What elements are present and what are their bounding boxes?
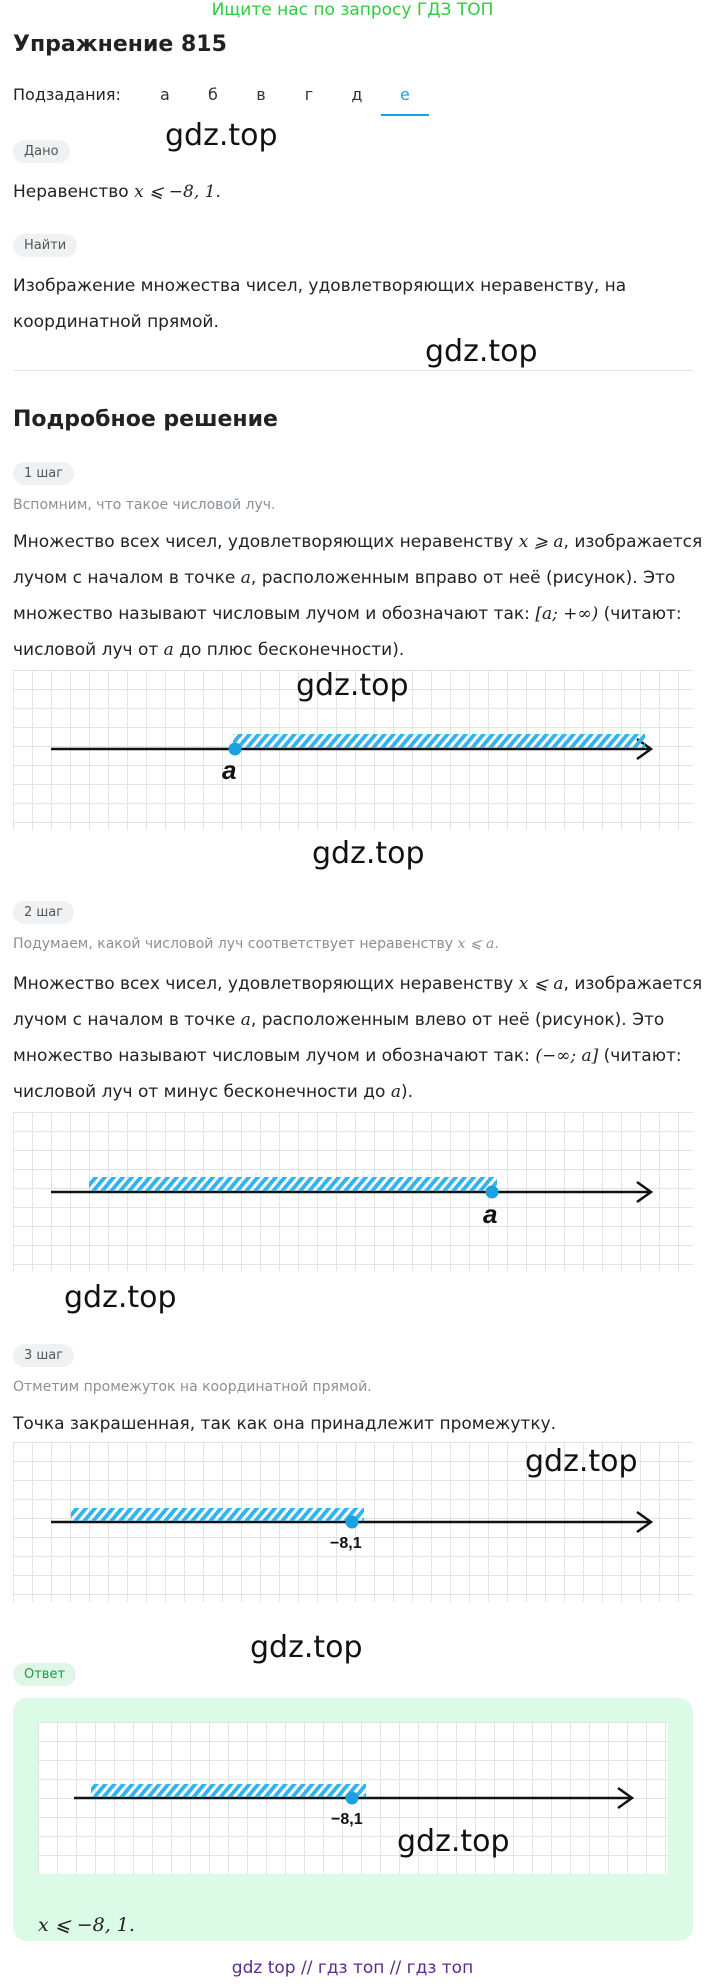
text-span: множество называют числовым лучом и обозначают так: (13, 1046, 530, 1066)
given-label: Неравенство (13, 182, 129, 202)
hatched-region (89, 1177, 497, 1191)
point-minus-8-1 (346, 1792, 359, 1805)
text-span: до плюс бесконечности). (179, 640, 405, 660)
watermark: gdz.top (525, 1444, 638, 1479)
watermark: gdz.top (425, 334, 538, 369)
text-span: лучом с началом в точке (13, 568, 236, 588)
step-1-line-4 (13, 632, 404, 668)
answer-math: x ⩽ −8, 1. (38, 1914, 135, 1936)
text-span: Множество всех чисел, удовлетворяющих неравенству (13, 974, 514, 994)
hatched-region (71, 1508, 364, 1521)
text-span: (читают: (603, 604, 682, 624)
watermark: gdz.top (296, 668, 409, 703)
step-1-line-3 (13, 596, 682, 632)
watermark: gdz.top (397, 1824, 510, 1859)
point-a (486, 1186, 499, 1199)
given-text (13, 174, 221, 210)
text-span: , расположенным вправо от неё (рисунок). Это (250, 568, 676, 588)
step-2-line-2 (13, 1002, 664, 1038)
step-1-badge: 1 шаг (13, 462, 74, 485)
number-line-ray-left (13, 1112, 693, 1272)
math-span: (−∞; a] (535, 1046, 599, 1066)
subtask-tab-e[interactable]: е (381, 82, 429, 116)
text-span: Подумаем, какой числовой луч соответствует неравенству (13, 936, 454, 952)
find-line-1: Изображение множества чисел, удовлетворяющих неравенству, на (13, 276, 627, 296)
step-3-badge: 3 шаг (13, 1344, 74, 1367)
math-span: x ⩾ a (518, 532, 564, 552)
text-span: ). (400, 1082, 413, 1102)
step-2-line-4 (13, 1074, 413, 1110)
text-span: (читают: (603, 1046, 682, 1066)
step-1-line-2 (13, 560, 675, 596)
text-span: множество называют числовым лучом и обозначают так: (13, 604, 530, 624)
watermark: gdz.top (165, 118, 278, 153)
find-line-2: координатной прямой. (13, 312, 219, 332)
step-3-text: Точка закрашенная, так как она принадлежит промежутку. (13, 1414, 557, 1434)
math-span: a (240, 1010, 251, 1030)
watermark: gdz.top (250, 1630, 363, 1665)
math-span: a (163, 640, 174, 660)
text-span: , изображается (563, 974, 703, 994)
step-3-hint: Отметим промежуток на координатной прямой. (13, 1379, 372, 1395)
subtask-tab-a[interactable]: а (160, 85, 170, 104)
given-math: x ⩽ −8, 1. (134, 182, 221, 202)
text-span: числовой луч от минус бесконечности до (13, 1082, 386, 1102)
point-label: a (222, 755, 237, 785)
watermark: gdz.top (312, 836, 425, 871)
point-label: −8,1 (330, 1535, 362, 1552)
step-2-figure (13, 1112, 693, 1272)
number-line-answer (38, 1722, 668, 1874)
point-a (229, 743, 242, 756)
subtask-tab-g[interactable]: г (304, 85, 314, 104)
math-span: x ⩽ a. (457, 936, 499, 952)
subtasks-row (13, 82, 429, 116)
subtasks-label: Подзадания: (13, 85, 121, 104)
point-label: a (483, 1199, 498, 1229)
text-span: , изображается (563, 532, 703, 552)
text-span: лучом с началом в точке (13, 1010, 236, 1030)
find-badge: Найти (13, 234, 77, 257)
point-label: −8,1 (331, 1811, 363, 1828)
hatched-region (233, 734, 645, 748)
step-2-badge: 2 шаг (13, 901, 74, 924)
math-span: x ⩽ a (518, 974, 564, 994)
text-span: , расположенным влево от неё (рисунок). Это (250, 1010, 665, 1030)
subtask-tab-d[interactable]: д (351, 85, 363, 104)
text-span: числовой луч от (13, 640, 159, 660)
footer-links[interactable]: gdz top // гдз топ // гдз топ (231, 1958, 474, 1978)
step-1-line-1 (13, 524, 702, 560)
math-span: a (390, 1082, 401, 1102)
step-2-line-3 (13, 1038, 682, 1074)
subtask-tab-b[interactable]: б (208, 85, 218, 104)
answer-badge: Ответ (13, 1663, 76, 1686)
watermark: gdz.top (64, 1280, 177, 1315)
step-2-line-1 (13, 966, 702, 1002)
math-span: [a; +∞) (535, 604, 599, 624)
subtask-tab-v[interactable]: в (256, 85, 266, 104)
step-2-hint (13, 936, 499, 952)
text-span: Множество всех чисел, удовлетворяющих неравенству (13, 532, 514, 552)
hatched-region (91, 1784, 366, 1797)
math-span: a (240, 568, 251, 588)
point-minus-8-1 (346, 1516, 359, 1529)
given-badge: Дано (13, 140, 70, 163)
page-title: Упражнение 815 (13, 32, 227, 57)
section-divider (13, 370, 693, 371)
step-1-hint: Вспомним, что такое числовой луч. (13, 497, 276, 513)
solution-title: Подробное решение (13, 407, 278, 432)
answer-figure (38, 1722, 668, 1874)
top-search-link[interactable]: Ищите нас по запросу ГДЗ ТОП (211, 0, 494, 20)
